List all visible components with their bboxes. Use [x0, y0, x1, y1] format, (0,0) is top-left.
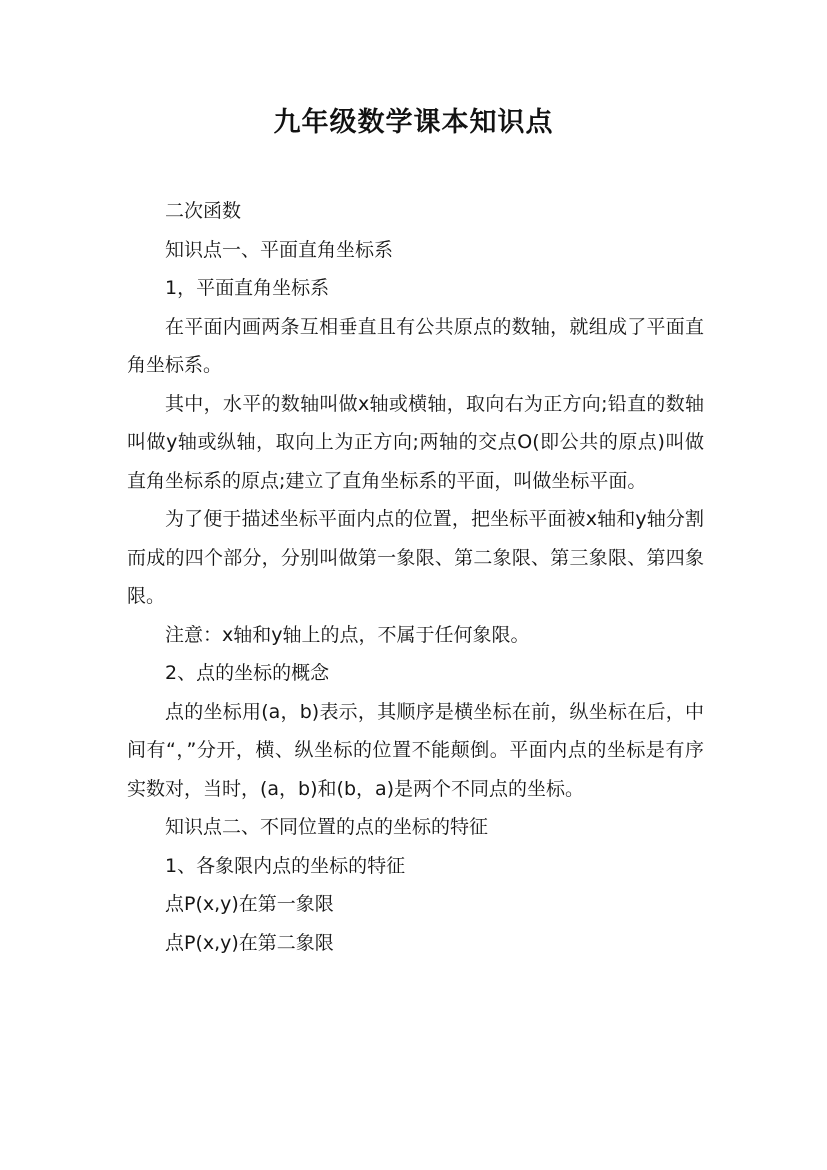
paragraph-coordinate-concept: 点的坐标用(a，b)表示，其顺序是横坐标在前，纵坐标在后，中间有“，”分开，横、纵坐标的位置不能颠倒。平面内点的坐标是有序实数对，当时，(a，b)和(b，a)是两个不同点的坐标。 — [127, 700, 704, 800]
subheading-point-coordinates: 2、点的坐标的概念 — [165, 662, 330, 684]
line-first-quadrant: 点P(x,y)在第一象限 — [165, 893, 334, 915]
paragraph-note: 注意：x轴和y轴上的点，不属于任何象限。 — [165, 623, 530, 646]
paragraph-definition: 在平面内画两条互相垂直且有公共原点的数轴，就组成了平面直角坐标系。 — [127, 315, 704, 376]
subheading-coordinate-system: 1，平面直角坐标系 — [165, 277, 330, 299]
paragraph-quadrants: 为了便于描述坐标平面内点的位置，把坐标平面被x轴和y轴分割而成的四个部分，分别叫做第一象限、第二象限、第三象限、第四象限。 — [127, 508, 704, 607]
knowledge-point-1-heading: 知识点一、平面直角坐标系 — [165, 238, 394, 261]
subheading-quadrant-features: 1、各象限内点的坐标的特征 — [165, 854, 406, 877]
document-body — [127, 192, 704, 962]
section-heading-quadratic-function: 二次函数 — [165, 200, 242, 222]
line-second-quadrant: 点P(x,y)在第二象限 — [165, 931, 334, 954]
page-title: 九年级数学课本知识点 — [273, 107, 554, 138]
paragraph-axes: 其中，水平的数轴叫做x轴或横轴，取向右为正方向;铅直的数轴叫做y轴或纵轴，取向上为正方向;两轴的交点O(即公共的原点)叫做直角坐标系的原点;建立了直角坐标系的平面，叫做坐标平面。 — [127, 392, 704, 492]
knowledge-point-2-heading: 知识点二、不同位置的点的坐标的特征 — [165, 816, 489, 838]
